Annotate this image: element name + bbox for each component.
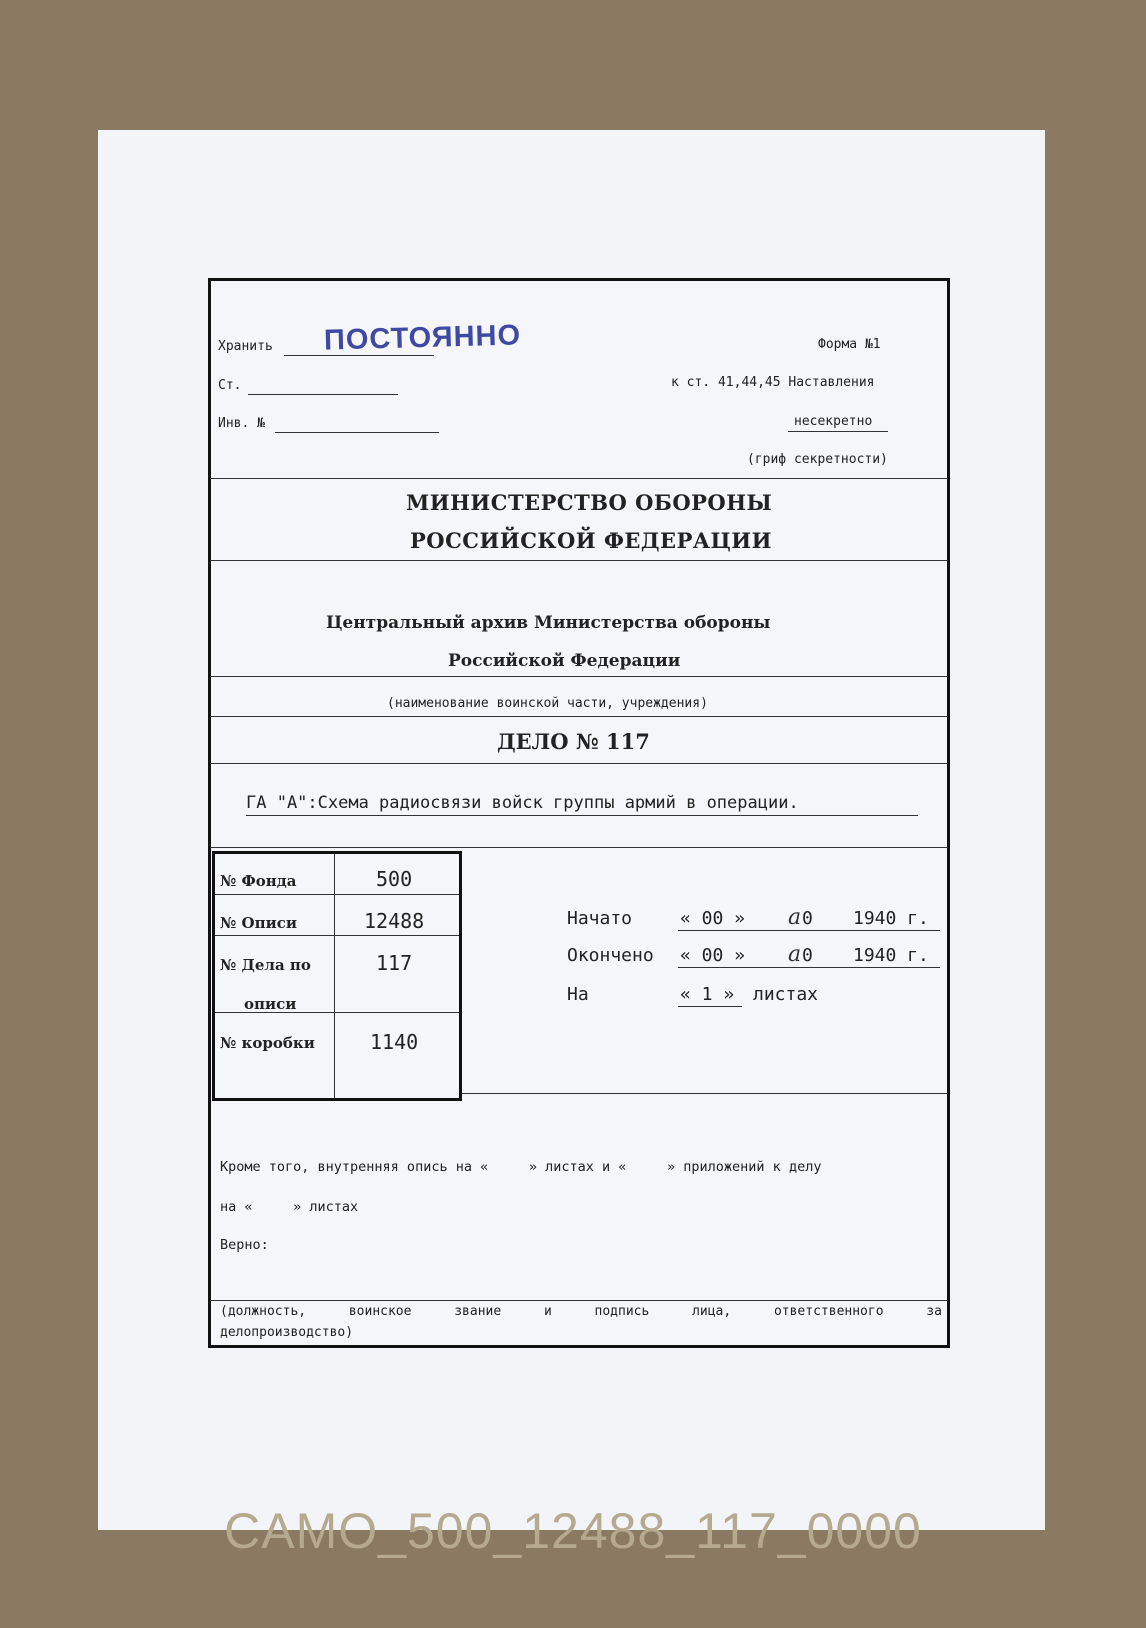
archive-line2: Российской Федерации xyxy=(448,651,681,671)
fond-value: 500 xyxy=(376,867,413,891)
caption-word: звание xyxy=(454,1304,502,1319)
divider xyxy=(210,847,948,848)
ended-label: Окончено xyxy=(567,945,654,966)
keep-stamp: ПОСТОЯННО xyxy=(323,319,522,357)
ministry-line2: РОССИЙСКОЙ ФЕДЕРАЦИИ xyxy=(410,528,772,553)
fond-label: № Фонда xyxy=(220,872,297,890)
started-day: « 00 » xyxy=(680,908,746,929)
delo-value: 117 xyxy=(376,951,413,975)
secrecy-underline xyxy=(788,431,888,432)
ministry-line1: МИНИСТЕРСТВО ОБОРОНЫ xyxy=(406,490,773,515)
archive-caption: (наименование воинской части, учреждения) xyxy=(387,696,708,711)
divider xyxy=(210,716,948,717)
ended-year: 1940 г. xyxy=(853,945,929,966)
sheets-label: На xyxy=(567,984,589,1005)
article-underline xyxy=(248,394,398,395)
caption-word: лица, xyxy=(692,1304,732,1319)
started-label: Начато xyxy=(567,908,633,929)
keep-label: Хранить xyxy=(218,339,273,354)
divider xyxy=(210,763,948,764)
inv-label: Инв. № xyxy=(218,416,265,431)
image-id-label: CAMO_500_12488_117_0000 xyxy=(224,1503,922,1559)
caption-word: подпись xyxy=(594,1304,650,1319)
sheets-count: « 1 » xyxy=(680,984,735,1005)
caption-word: воинское xyxy=(348,1304,412,1319)
form-label: Форма №1 xyxy=(818,337,881,352)
case-description: ГА "А":Схема радиосвязи войск группы армий в операции. xyxy=(246,793,799,813)
description-underline xyxy=(246,815,918,816)
box-label: № коробки xyxy=(220,1034,315,1052)
ended-month-handwritten: а xyxy=(788,942,802,967)
delo-label-line2: описи xyxy=(244,995,297,1013)
divider xyxy=(462,1093,948,1094)
regulation-ref: к ст. 41,44,45 Наставления xyxy=(671,375,875,390)
caption-word: и xyxy=(543,1304,552,1319)
signature-caption-line2: делопроизводство) xyxy=(220,1325,354,1340)
article-label: Ст. xyxy=(218,378,242,393)
caption-word: за xyxy=(926,1304,942,1319)
form-frame xyxy=(208,278,950,1348)
ended-month: 0 xyxy=(802,945,813,966)
divider xyxy=(210,478,948,479)
case-title: ДЕЛО № 117 xyxy=(497,729,650,754)
table-column-divider xyxy=(334,854,335,1098)
signature-line xyxy=(210,1300,948,1301)
sheets-underline xyxy=(678,1006,742,1007)
archive-line1: Центральный архив Министерства обороны xyxy=(326,613,771,633)
started-year: 1940 г. xyxy=(853,908,929,929)
opis-value: 12488 xyxy=(364,909,425,933)
caption-word: ответственного xyxy=(773,1304,884,1319)
opis-label: № Описи xyxy=(220,914,297,932)
sheets-word: листах xyxy=(753,984,819,1005)
started-underline xyxy=(678,930,940,931)
caption-word: (должность, xyxy=(220,1304,307,1319)
inv-underline xyxy=(275,432,439,433)
started-month-handwritten: а xyxy=(788,905,802,930)
table-row-divider xyxy=(215,894,459,895)
table-row-divider xyxy=(215,935,459,936)
secrecy-value: несекретно xyxy=(794,414,873,429)
inventory-line: Кроме того, внутренняя опись на « » листах и « » приложений к делу xyxy=(220,1159,822,1175)
started-month: 0 xyxy=(802,908,813,929)
ended-underline xyxy=(678,967,940,968)
sheets-line: на « » листах xyxy=(220,1199,359,1215)
divider xyxy=(210,560,948,561)
delo-label: № Дела по xyxy=(220,956,311,974)
verified-label: Верно: xyxy=(220,1237,269,1253)
ended-day: « 00 » xyxy=(680,945,746,966)
signature-caption xyxy=(220,1304,942,1319)
box-value: 1140 xyxy=(370,1030,419,1054)
divider xyxy=(210,676,948,677)
secrecy-caption: (гриф секретности) xyxy=(747,452,888,467)
